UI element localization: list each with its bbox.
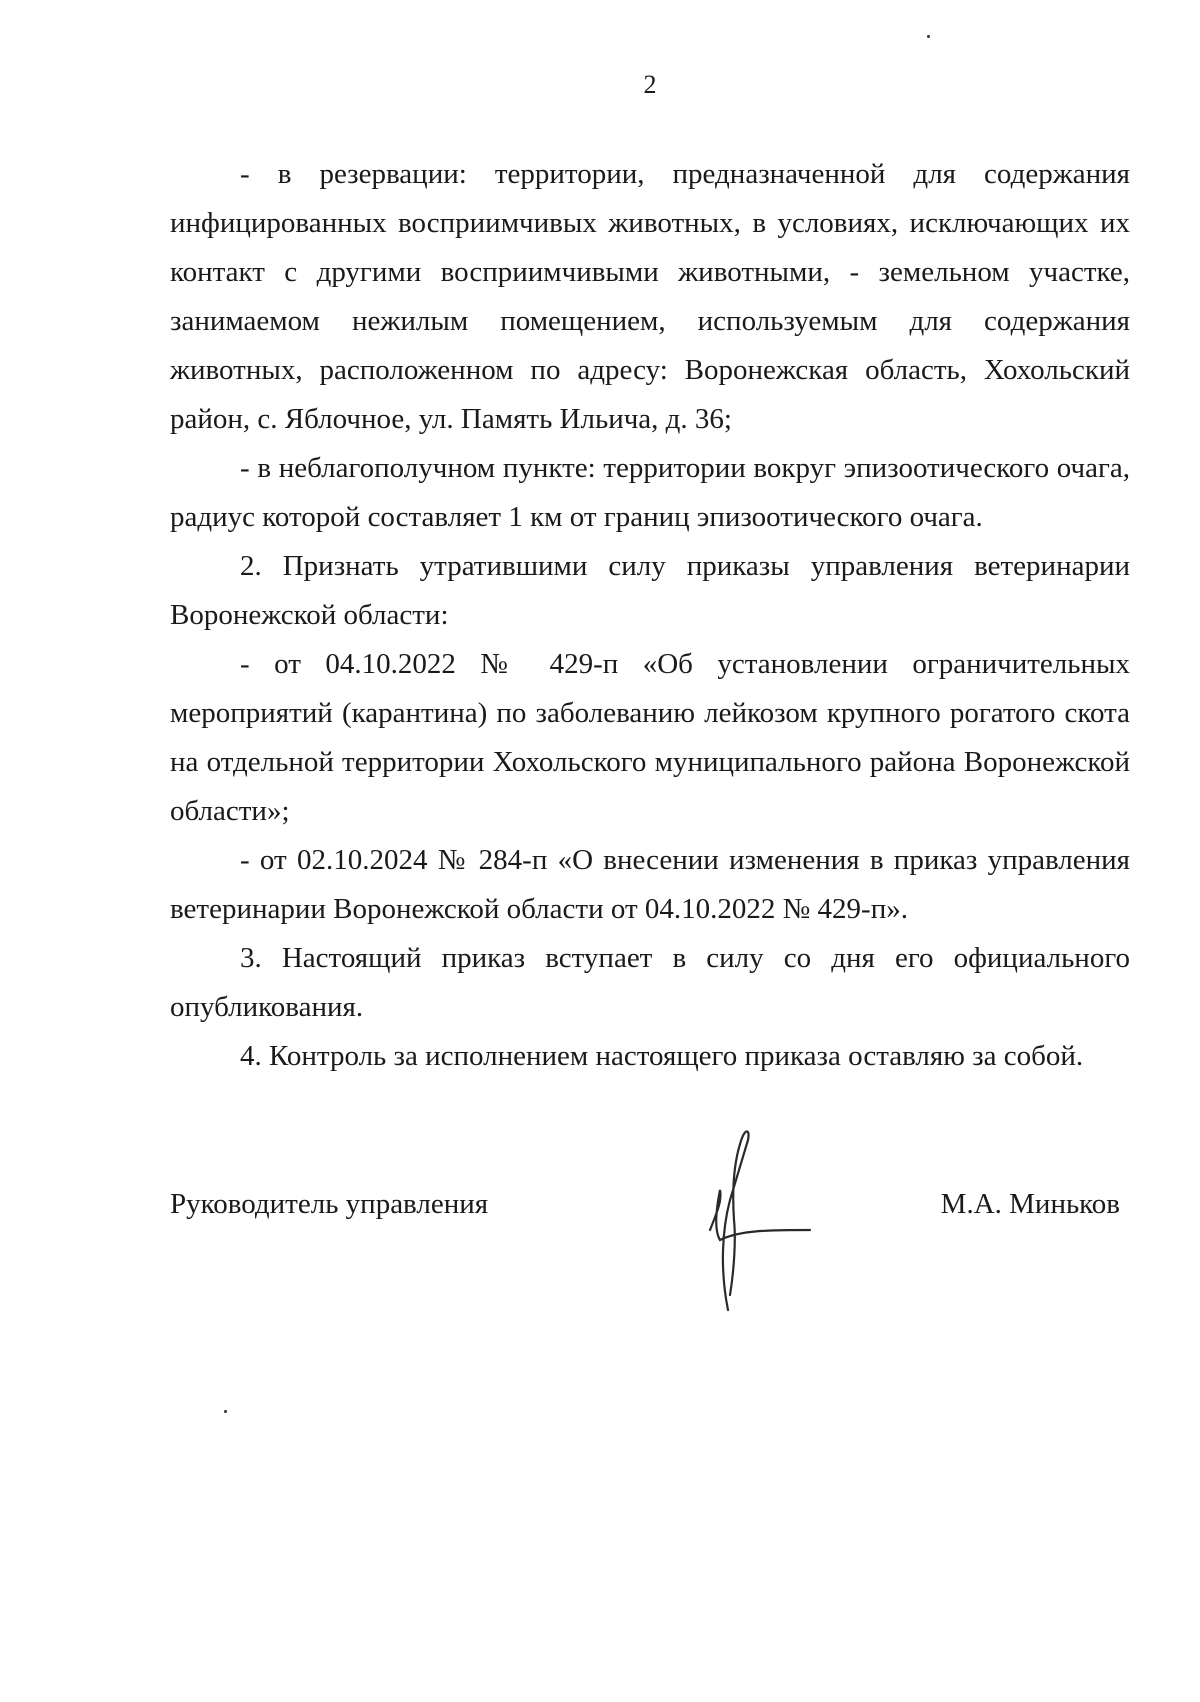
handwritten-signature: [670, 1120, 830, 1320]
paragraph-item-4: 4. Контроль за исполнением настоящего приказа оставляю за собой.: [240, 1040, 1084, 1072]
paragraph-item-3: 3. Настоящий приказ вступает в силу со дня его официального опубликования.: [170, 942, 1130, 1023]
paragraph-reservation: - в резервации: территории, предназначенной для содержания инфицированных восприимчивых животных, в условиях, исключающих их контакт с другими восприимчивыми животными, - земельном участке, занимаемом нежилым помещением, используемым для содержания животных, расположенном по адресу: Воронежская область, Хохольский район, с. Яблочное, ул. Память Ильича, д. 36;: [170, 158, 1130, 435]
paragraph-item-2: 2. Признать утратившими силу приказы управления ветеринарии Воронежской области:: [170, 550, 1130, 631]
page-number: 2: [643, 70, 657, 99]
paragraph-unfavorable-point: - в неблагополучном пункте: территории вокруг эпизоотического очага, радиус которой составляет 1 км от границ эпизоотического очага.: [170, 452, 1130, 533]
paragraph-order-284: - от 02.10.2024 № 284-п «О внесении изменения в приказ управления ветеринарии Воронежской области от 04.10.2022 № 429-п».: [170, 844, 1130, 925]
document-body: [170, 150, 1130, 1081]
scan-speck: [927, 35, 930, 38]
signatory-position: Руководитель управления: [170, 1188, 489, 1220]
paragraph-order-429: - от 04.10.2022 № 429-п «Об установлении ограничительных мероприятий (карантина) по заболеванию лейкозом крупного рогатого скота на отдельной территории Хохольского муниципального района Воронежской области»;: [170, 648, 1130, 827]
scan-speck: [224, 1410, 227, 1413]
signatory-name: М.А. Миньков: [940, 1188, 1120, 1220]
